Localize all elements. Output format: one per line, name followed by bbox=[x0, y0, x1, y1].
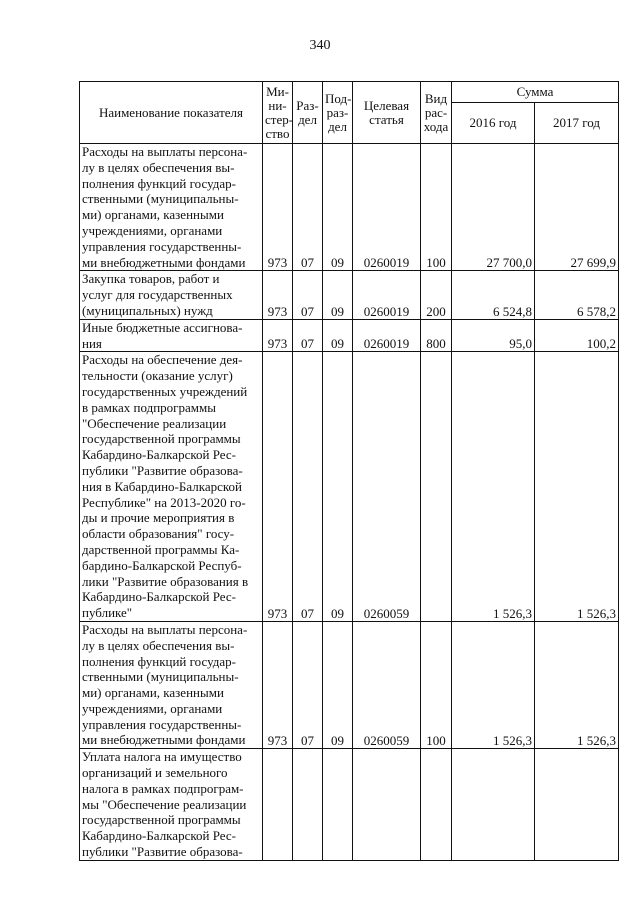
row-sum-2017: 6 578,2 bbox=[535, 271, 619, 319]
row-subsection: 09 bbox=[323, 144, 353, 271]
table-row bbox=[80, 271, 619, 319]
row-sum-2016: 6 524,8 bbox=[452, 271, 535, 319]
row-sum-2017: 1 526,3 bbox=[535, 621, 619, 748]
row-sum-2016: 1 526,3 bbox=[452, 621, 535, 748]
header-ministry: Ми- ни- стер- ство bbox=[263, 82, 293, 144]
row-sum-2017: 1 526,3 bbox=[535, 352, 619, 622]
header-sum: Сумма bbox=[452, 82, 619, 103]
row-subsection: 09 bbox=[323, 621, 353, 748]
row-ministry: 973 bbox=[263, 271, 293, 319]
row-sum-2016: 27 700,0 bbox=[452, 144, 535, 271]
table-row bbox=[80, 144, 619, 271]
row-sum-2016: 1 526,3 bbox=[452, 352, 535, 622]
row-type: 100 bbox=[421, 621, 452, 748]
row-name: Расходы на выплаты персона- лу в целях обеспечения вы- полнения функций государ- ственными (муниципальны- ми) органами, казенными учреждениями, органами управления государственны- ми внебюджетными фондами bbox=[80, 621, 263, 748]
table-header bbox=[80, 82, 619, 144]
row-type: 200 bbox=[421, 271, 452, 319]
row-target: 0260019 bbox=[353, 144, 421, 271]
row-target bbox=[353, 749, 421, 861]
row-type: 100 bbox=[421, 144, 452, 271]
row-section: 07 bbox=[293, 621, 323, 748]
table-row bbox=[80, 319, 619, 352]
row-section: 07 bbox=[293, 144, 323, 271]
header-target: Целевая статья bbox=[353, 82, 421, 144]
row-subsection: 09 bbox=[323, 319, 353, 352]
row-sum-2017: 27 699,9 bbox=[535, 144, 619, 271]
header-name: Наименование показателя bbox=[80, 82, 263, 144]
header-year-2016: 2016 год bbox=[452, 103, 535, 144]
row-target: 0260059 bbox=[353, 352, 421, 622]
row-section: 07 bbox=[293, 271, 323, 319]
table-row bbox=[80, 352, 619, 622]
row-ministry: 973 bbox=[263, 319, 293, 352]
page-number: 340 bbox=[309, 38, 331, 53]
row-target: 0260019 bbox=[353, 319, 421, 352]
row-target: 0260059 bbox=[353, 621, 421, 748]
row-target: 0260019 bbox=[353, 271, 421, 319]
row-type bbox=[421, 352, 452, 622]
row-ministry bbox=[263, 749, 293, 861]
row-sum-2016 bbox=[452, 749, 535, 861]
row-name: Закупка товаров, работ и услуг для государственных (муниципальных) нужд bbox=[80, 271, 263, 319]
row-subsection: 09 bbox=[323, 352, 353, 622]
row-name: Иные бюджетные ассигнова- ния bbox=[80, 319, 263, 352]
row-name: Расходы на обеспечение дея- тельности (оказание услуг) государственных учреждений в рамках подпрограммы "Обеспечение реализации государственной программы Кабардино-Балкарской Рес- публики "Развитие образова- ния в Кабардино-Балкарской Республике" на 2013-2020 го- ды и прочие мероприятия в области образования" госу- дарственной программы Ка- бардино-Балкарской Респуб- лики "Развитие образования в Кабардино-Балкарской Рес- публике" bbox=[80, 352, 263, 622]
header-type: Вид рас- хода bbox=[421, 82, 452, 144]
row-type: 800 bbox=[421, 319, 452, 352]
row-ministry: 973 bbox=[263, 144, 293, 271]
row-type bbox=[421, 749, 452, 861]
budget-table bbox=[79, 81, 619, 861]
row-sum-2017 bbox=[535, 749, 619, 861]
row-subsection bbox=[323, 749, 353, 861]
row-ministry: 973 bbox=[263, 352, 293, 622]
table-row bbox=[80, 749, 619, 861]
row-ministry: 973 bbox=[263, 621, 293, 748]
row-section bbox=[293, 749, 323, 861]
row-name: Уплата налога на имущество организаций и земельного налога в рамках подпрограм- мы "Обеспечение реализации государственной программы Кабардино-Балкарской Рес- публики "Развитие образова- bbox=[80, 749, 263, 861]
row-sum-2017: 100,2 bbox=[535, 319, 619, 352]
row-section: 07 bbox=[293, 352, 323, 622]
header-section: Раз- дел bbox=[293, 82, 323, 144]
table-body bbox=[80, 144, 619, 861]
row-subsection: 09 bbox=[323, 271, 353, 319]
row-name: Расходы на выплаты персона- лу в целях обеспечения вы- полнения функций государ- ственными (муниципальны- ми) органами, казенными учреждениями, органами управления государственны- ми внебюджетными фондами bbox=[80, 144, 263, 271]
row-sum-2016: 95,0 bbox=[452, 319, 535, 352]
row-section: 07 bbox=[293, 319, 323, 352]
header-subsection: Под- раз- дел bbox=[323, 82, 353, 144]
table-row bbox=[80, 621, 619, 748]
header-year-2017: 2017 год bbox=[535, 103, 619, 144]
